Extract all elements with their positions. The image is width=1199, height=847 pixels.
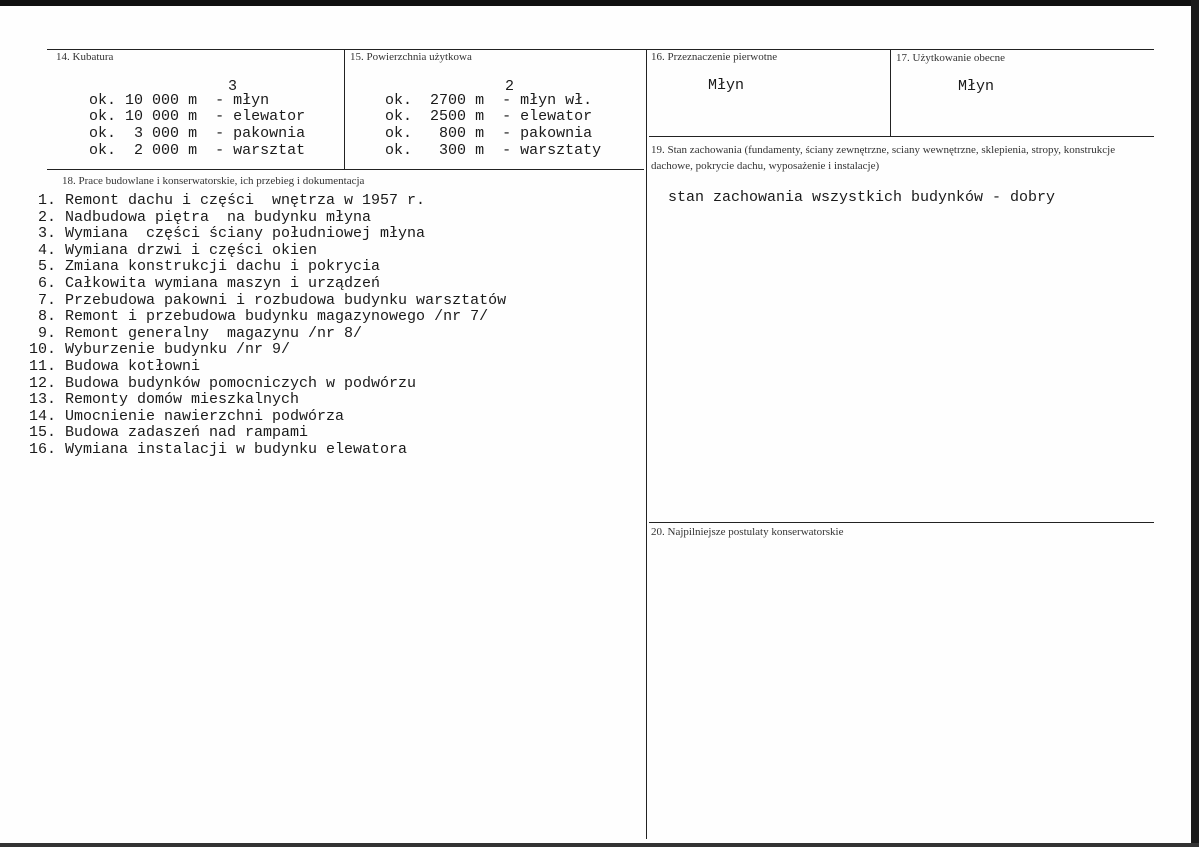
kubatura-row: ok. 3 000 m - pakownia <box>89 125 306 142</box>
divider-14-15 <box>344 49 345 169</box>
prace-label: 18. Prace budowlane i konserwatorskie, ich przebieg i dokumentacja <box>62 175 365 187</box>
kubatura-label: 14. Kubatura <box>56 51 114 63</box>
powierzchnia-label: 15. Powierzchnia użytkowa <box>350 51 472 63</box>
list-item: 3. Wymiana części ściany południowej młyna <box>38 225 426 243</box>
scan-edge-bottom <box>0 843 1199 847</box>
prace-list <box>29 192 507 459</box>
top-rule <box>47 49 1154 50</box>
list-item: 1. Remont dachu i części wnętrza w 1957 r. <box>38 192 426 209</box>
uzytkowanie-value: Młyn <box>958 78 995 95</box>
list-item: 13. Remonty domów mieszkalnych <box>29 391 300 409</box>
powierzchnia-row: ok. 800 m - pakownia <box>385 125 593 142</box>
stan-zachowania-label: 19. Stan zachowania (fundamenty, ściany zewnętrzne, sciany wewnętrzne, sklepienia, stropy, konstrukcje dachowe, pokrycie dachu, wyposażenie i instalacje) <box>651 144 1116 172</box>
list-item: 10. Wyburzenie budynku /nr 9/ <box>29 341 291 359</box>
powierzchnia-row: ok. 2500 m - elewator <box>385 108 593 125</box>
powierzchnia-row: ok. 2700 m - młyn wł. <box>385 92 593 109</box>
kubatura-row: ok. 10 000 m - młyn <box>89 92 270 109</box>
divider-left-right <box>646 49 647 839</box>
uzytkowanie-label: 17. Użytkowanie obecne <box>896 52 1006 64</box>
list-item: 5. Zmiana konstrukcji dachu i pokrycia <box>38 258 381 276</box>
divider-16-17 <box>890 49 891 136</box>
list-item: 11. Budowa kotłowni <box>29 357 201 375</box>
list-item: 15. Budowa zadaszeń nad rampami <box>29 424 309 442</box>
przeznaczenie-value: Młyn <box>708 77 745 94</box>
rule-14-15-bottom <box>47 169 644 170</box>
list-item: 6. Całkowita wymiana maszyn i urządzeń <box>38 274 381 292</box>
rule-16-17-bottom <box>649 136 1154 137</box>
rule-19-bottom <box>649 522 1154 523</box>
list-item: 2. Nadbudowa piętra na budynku młyna <box>38 208 372 226</box>
scan-edge-right <box>1191 0 1199 847</box>
list-item: 4. Wymiana drzwi i części okien <box>38 241 318 259</box>
kubatura-exponent: 3 <box>228 78 238 95</box>
list-item: 12. Budowa budynków pomocniczych w podwórzu <box>29 374 417 392</box>
przeznaczenie-label: 16. Przeznaczenie pierwotne <box>651 51 778 63</box>
list-item: 8. Remont i przebudowa budynku magazynowego /nr 7/ <box>38 308 489 326</box>
stan-zachowania-value: stan zachowania wszystkich budynków - dobry <box>668 189 1056 206</box>
postulaty-label: 20. Najpilniejsze postulaty konserwatorskie <box>651 526 844 538</box>
list-item: 7. Przebudowa pakowni i rozbudowa budynku warsztatów <box>38 291 507 309</box>
list-item: 16. Wymiana instalacji w budynku elewatora <box>29 440 408 458</box>
scan-edge-top <box>0 0 1199 6</box>
powierzchnia-exponent: 2 <box>505 78 515 95</box>
list-item: 14. Umocnienie nawierzchni podwórza <box>29 407 345 425</box>
list-item: 9. Remont generalny magazynu /nr 8/ <box>38 324 363 342</box>
kubatura-row: ok. 2 000 m - warsztat <box>89 142 306 159</box>
kubatura-row: ok. 10 000 m - elewator <box>89 108 306 125</box>
powierzchnia-row: ok. 300 m - warsztaty <box>385 142 602 159</box>
